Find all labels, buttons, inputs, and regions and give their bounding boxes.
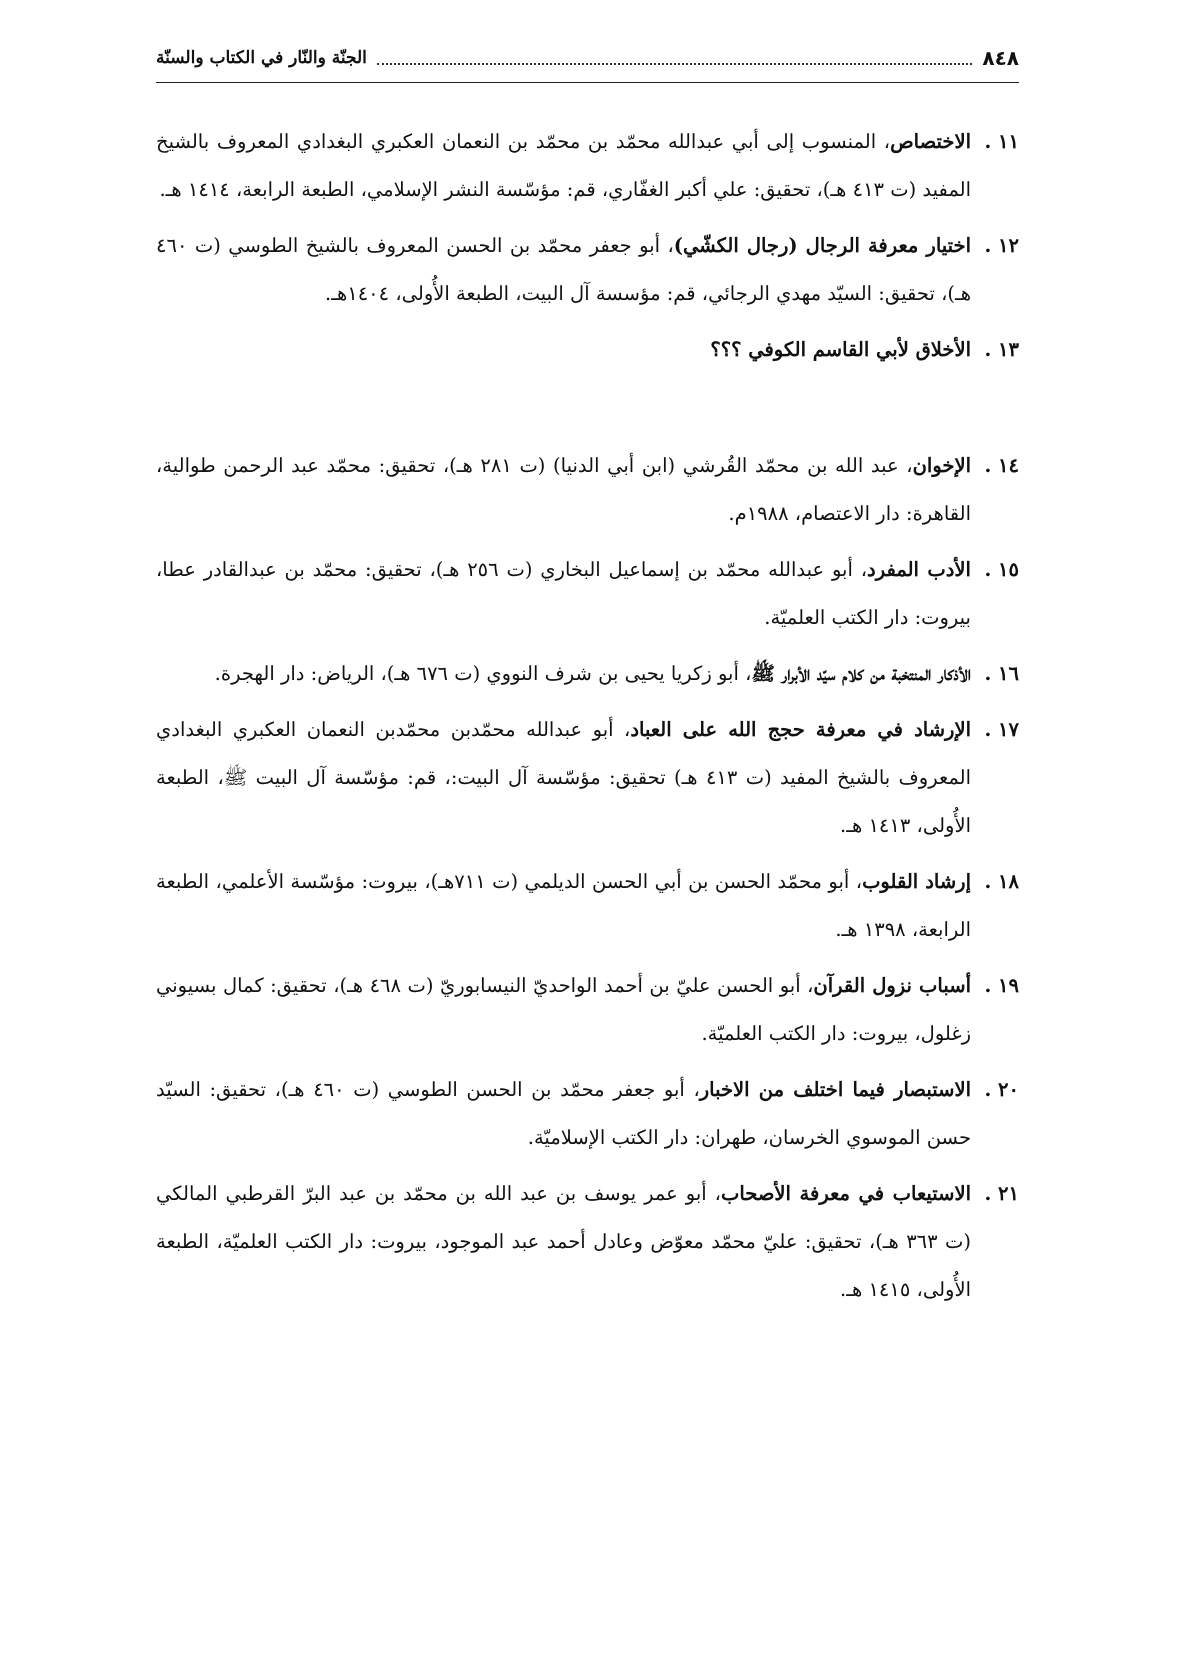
bibliography-entry [156, 1170, 1019, 1314]
entry-details: ، أبو عبدالله محمّد بن إسماعيل البخاري (ت ٢٥٦ هـ)، تحقيق: محمّد بن عبدالقادر عطا، بيروت: دار الكتب العلميّة. [156, 558, 971, 629]
entry-text [156, 650, 971, 698]
entry-details: ، أبو عبدالله محمّدبن محمّدبن النعمان العكبري البغدادي المعروف بالشيخ المفيد (ت ٤١٣ هـ) تحقيق: مؤسّسة آل البيت:، قم: مؤسّسة آل البيت ﷺ، الطبعة الأُولى، ١٤١٣ هـ. [156, 718, 971, 837]
entry-text [156, 858, 971, 954]
entry-number: ١٦ . [984, 662, 1019, 685]
entry-details: ، المنسوب إلى أبي عبدالله محمّد بن محمّد بن النعمان العكبري البغدادي المعروف بالشيخ المفيد (ت ٤١٣ هـ)، تحقيق: علي أكبر الغفّاري، قم: مؤسّسة النشر الإسلامي، الطبعة الرابعة، ١٤١٤ هـ. [156, 130, 971, 201]
bibliography-entry [156, 326, 1019, 374]
bibliography-entry [156, 546, 1019, 642]
entry-number: ١٥ . [984, 558, 1019, 581]
entry-number: ١٤ . [984, 454, 1019, 477]
bibliography-list [156, 118, 1019, 1322]
running-title: الجنّة والنّار في الكتاب والسنّة [156, 48, 367, 68]
entry-number: ١٩ . [984, 974, 1019, 997]
entry-title: الاختصاص [890, 130, 971, 153]
entry-title: اختيار معرفة الرجال (رجال الكشّي) [673, 234, 972, 257]
entry-text [156, 546, 971, 642]
entry-details: ، أبو عمر يوسف بن عبد الله بن محمّد بن عبد البرّ القرطبي المالكي (ت ٣٦٣ هـ)، تحقيق: عليّ محمّد معوّض وعادل أحمد عبد الموجود، بيروت: دار الكتب العلميّة، الطبعة الأُولى، ١٤١٥ هـ. [156, 1182, 971, 1301]
bibliography-entry [156, 118, 1019, 214]
entry-details: ، أبو زكريا يحيى بن شرف النووي (ت ٦٧٦ هـ)، الرياض: دار الهجرة. [214, 662, 752, 685]
bibliography-entry [156, 706, 1019, 850]
entry-title: الإخوان [912, 454, 971, 477]
entry-title: إرشاد القلوب [862, 870, 971, 893]
entry-details: ، أبو جعفر محمّد بن الحسن المعروف بالشيخ الطوسي (ت ٤٦٠ هـ)، تحقيق: السيّد مهدي الرجائي، قم: مؤسسة آل البيت، الطبعة الأُولى، ١٤٠٤هـ. [156, 234, 971, 305]
header-dotted-leader [377, 51, 973, 65]
entry-number: ١٨ . [984, 870, 1019, 893]
entry-title: أسباب نزول القرآن [813, 974, 971, 997]
entry-title: الأخلاق لأبي القاسم الكوفي ؟؟؟ [710, 338, 971, 361]
page-number: ٨٤٨ [982, 46, 1019, 70]
entry-title: الإرشاد في معرفة حجج الله على العباد [630, 718, 971, 741]
entry-text [156, 222, 971, 318]
entry-number: ١٣ . [984, 338, 1019, 361]
bibliography-entry [156, 962, 1019, 1058]
section-gap [156, 382, 1019, 442]
entry-title: الأذكار المنتخبة من كلام سيّد الأبرار ﷺ [751, 662, 971, 685]
entry-details: ، أبو محمّد الحسن بن أبي الحسن الديلمي (ت ٧١١هـ)، بيروت: مؤسّسة الأعلمي، الطبعة الرابعة، ١٣٩٨ هـ. [156, 870, 971, 941]
entry-number: ٢٠ . [984, 1078, 1019, 1101]
entry-text [156, 1170, 971, 1314]
page-header [156, 40, 1019, 76]
entry-text [156, 326, 971, 374]
entry-details: ، أبو جعفر محمّد بن الحسن الطوسي (ت ٤٦٠ هـ)، تحقيق: السيّد حسن الموسوي الخرسان، طهران: دار الكتب الإسلاميّة. [156, 1078, 971, 1149]
entry-number: ١١ . [984, 130, 1019, 153]
entry-number: ٢١ . [984, 1182, 1019, 1205]
bibliography-entry [156, 1066, 1019, 1162]
entry-text [156, 118, 971, 214]
bibliography-entry [156, 222, 1019, 318]
entry-title: الاستيعاب في معرفة الأصحاب [720, 1182, 971, 1205]
header-rule [156, 82, 1019, 83]
bibliography-entry [156, 650, 1019, 698]
entry-number: ١٧ . [984, 718, 1019, 741]
entry-text [156, 706, 971, 850]
bibliography-entry [156, 442, 1019, 538]
entry-text [156, 1066, 971, 1162]
entry-title: الاستبصار فيما اختلف من الاخبار [699, 1078, 971, 1101]
entry-title: الأدب المفرد [867, 558, 971, 581]
entry-text [156, 962, 971, 1058]
entry-number: ١٢ . [984, 234, 1019, 257]
bibliography-entry [156, 858, 1019, 954]
entry-details: ، عبد الله بن محمّد القُرشي (ابن أبي الدنيا) (ت ٢٨١ هـ)، تحقيق: محمّد عبد الرحمن طوالية، القاهرة: دار الاعتصام، ١٩٨٨م. [156, 454, 971, 525]
entry-details: ، أبو الحسن عليّ بن أحمد الواحديّ النيسابوريّ (ت ٤٦٨ هـ)، تحقيق: كمال بسيوني زغلول، بيروت: دار الكتب العلميّة. [156, 974, 971, 1045]
entry-text [156, 442, 971, 538]
